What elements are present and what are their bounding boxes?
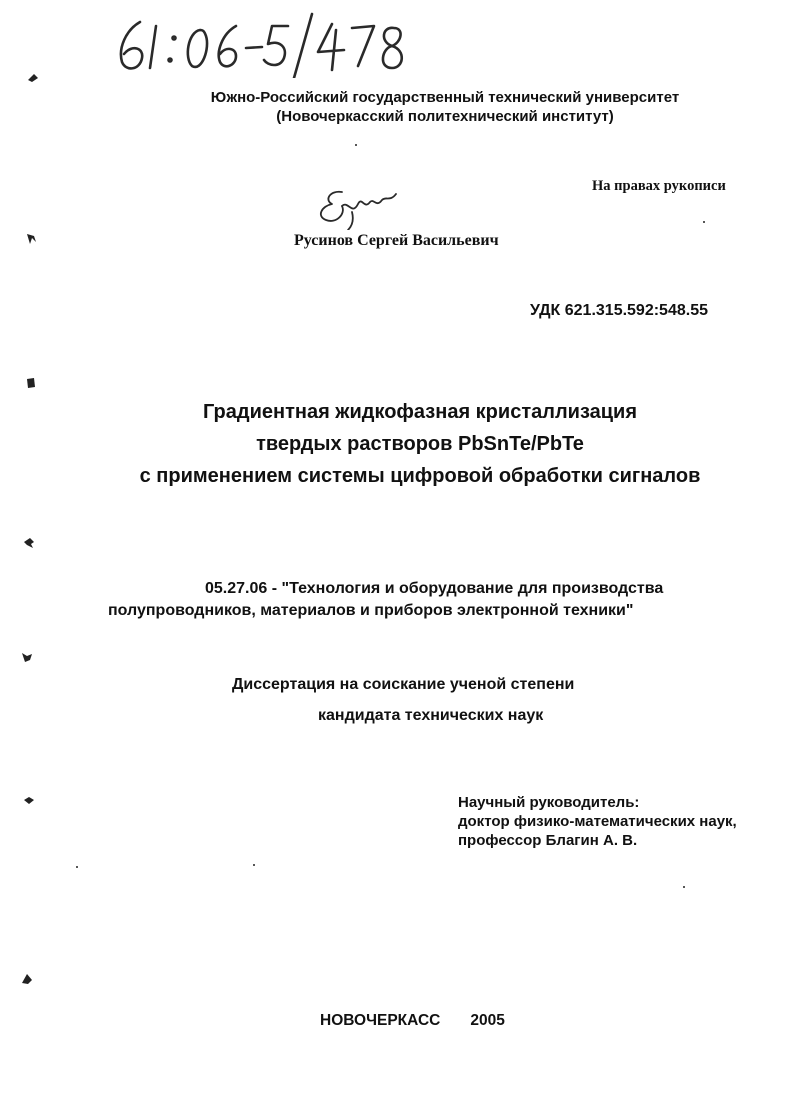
scan-mark-3 — [24, 376, 38, 390]
advisor-degree: доктор физико-математических наук, — [458, 813, 737, 830]
rights-label: На правах рукописи — [592, 178, 726, 194]
year: 2005 — [470, 1012, 505, 1029]
institute-name: (Новочеркасский политехнический институт) — [276, 108, 614, 125]
title-line-2: твердых растворов PbSnTe/PbTe — [256, 433, 584, 455]
scan-speck — [703, 221, 705, 223]
specialty-line-1: 05.27.06 - "Технология и оборудование для производства — [205, 580, 664, 597]
scan-mark-5 — [20, 650, 34, 664]
title-line-3: с применением системы цифровой обработки сигналов — [139, 465, 701, 487]
advisor-name: профессор Благин А. В. — [458, 832, 638, 849]
author-name: Русинов Сергей Васильевич — [294, 232, 499, 249]
scan-mark-6 — [22, 794, 36, 808]
scan-speck — [355, 144, 357, 146]
scan-mark-7 — [20, 972, 34, 986]
degree-line-2: кандидата технических наук — [318, 707, 544, 724]
scan-mark-4 — [22, 536, 36, 550]
author-signature — [312, 186, 402, 230]
advisor-block — [458, 793, 737, 850]
udc-code: УДК 621.315.592:548.55 — [530, 302, 708, 319]
place-and-year — [320, 1012, 505, 1030]
degree-line-1: Диссертация на соискание ученой степени — [232, 676, 575, 693]
dissertation-title — [60, 396, 780, 492]
advisor-role: Научный руководитель: — [458, 794, 640, 811]
university-block — [150, 88, 740, 126]
scan-speck — [76, 866, 78, 868]
city: НОВОЧЕРКАСС — [320, 1012, 441, 1029]
university-name: Южно-Российский государственный технический университет — [210, 89, 680, 106]
handwritten-archive-number — [112, 8, 412, 78]
title-line-1: Градиентная жидкофазная кристаллизация — [202, 401, 638, 423]
scan-speck — [683, 886, 685, 888]
specialty-line-2: полупроводников, материалов и приборов электронной техники" — [108, 602, 634, 619]
scan-mark-1 — [26, 70, 40, 84]
scan-speck — [253, 864, 255, 866]
scan-mark-2 — [24, 232, 38, 246]
